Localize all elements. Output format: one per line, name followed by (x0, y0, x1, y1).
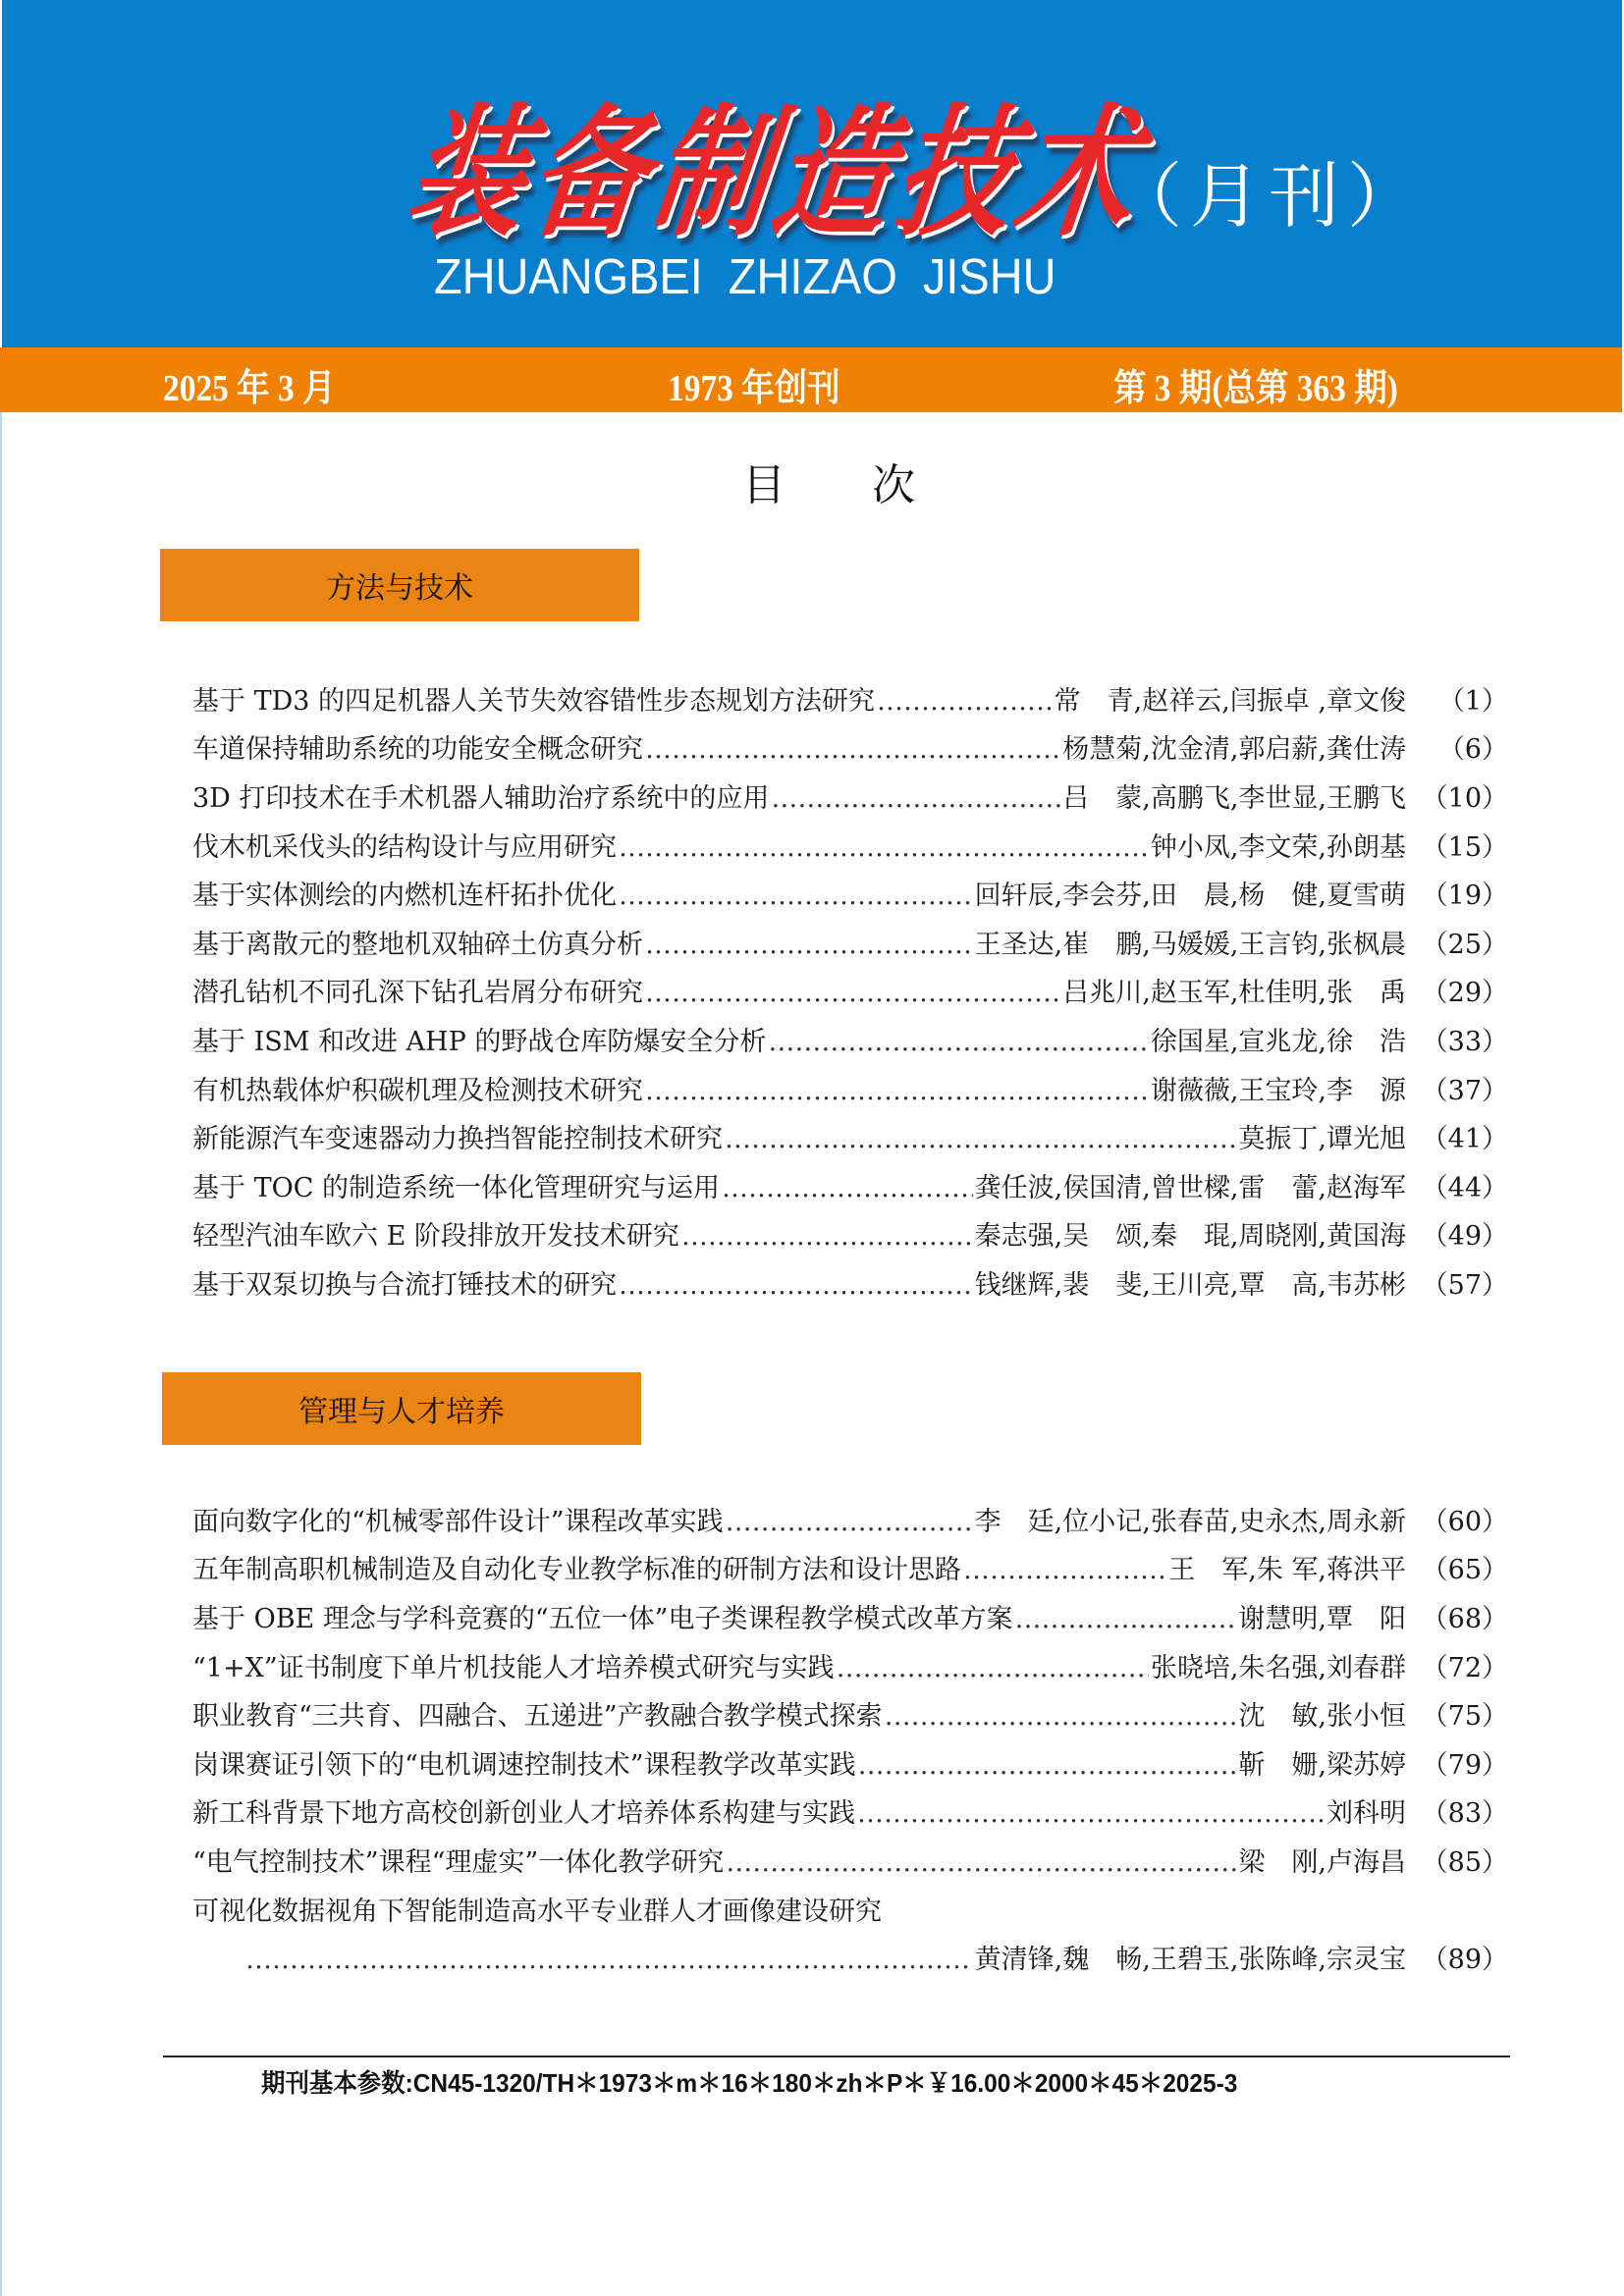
entry-title: 伐木机采伐头的结构设计与应用研究 (192, 831, 617, 863)
toc-entry[interactable] (192, 970, 1508, 1019)
entry-authors: 谢慧明,覃 阳 (1238, 1603, 1406, 1634)
entry-title: 新工科背景下地方高校创新创业人才培养体系构建与实践 (192, 1798, 855, 1830)
toc-entry[interactable] (192, 1547, 1508, 1596)
toc-entry[interactable] (192, 921, 1508, 970)
entry-title: 基于 ISM 和改进 AHP 的野战仓库防爆安全分析 (192, 1026, 767, 1057)
entry-title: 职业教育“三共育、四融合、五递进”产教融合教学模式探索 (192, 1701, 883, 1733)
dot-leader (877, 681, 1053, 722)
entry-page: （49） (1421, 1221, 1508, 1253)
entry-authors: 谢薇薇,王宝玲,李 源 (1150, 1075, 1406, 1106)
page-edge-line (0, 412, 2, 2296)
entry-page: （44） (1421, 1172, 1508, 1203)
toc-entry[interactable] (192, 1261, 1508, 1310)
dot-leader (725, 1119, 1236, 1160)
founded-year: 1973 年创刊 (668, 368, 840, 409)
dot-leader (885, 1696, 1237, 1737)
entry-authors: 张晓培,朱名强,刘春群 (1150, 1652, 1406, 1683)
toc-entry[interactable] (192, 1164, 1508, 1213)
journal-parameters: 期刊基本参数:CN45-1320/TH＊1973＊m＊16＊180＊zh＊P＊￥16.00＊2000＊45＊2025-3 (261, 2068, 1238, 2098)
entry-authors: 吕 蒙,高鹏飞,李世显,王鹏飞 (1062, 782, 1406, 814)
toc-list-management-talent (192, 1498, 1508, 1985)
journal-title: 装备制造技术 (398, 88, 1153, 256)
entry-authors: 常 青,赵祥云,闫振卓 ,章文俊 (1054, 685, 1406, 717)
entry-title: 五年制高职机械制造及自动化专业教学标准的研制方法和设计思路 (192, 1555, 961, 1586)
entry-title: 有机热载体炉积碳机理及检测技术研究 (192, 1075, 643, 1106)
entry-page: （68） (1421, 1603, 1508, 1634)
entry-page: （41） (1421, 1124, 1508, 1155)
entry-authors: 黄清锋,魏 畅,王碧玉,张陈峰,宗灵宝 (974, 1945, 1406, 1976)
dot-leader (645, 973, 1060, 1014)
entry-title: 可视化数据视角下智能制造高水平专业群人才画像建设研究 (192, 1896, 882, 1927)
entry-authors: 莫振丁,谭光旭 (1238, 1124, 1406, 1155)
section-label-management-talent: 管理与人才培养 (162, 1372, 641, 1445)
dot-leader (1014, 1599, 1236, 1640)
toc-entry[interactable] (192, 1644, 1508, 1693)
entry-page: （19） (1421, 881, 1508, 912)
entry-page: （75） (1421, 1701, 1508, 1733)
toc-entry[interactable] (192, 1692, 1508, 1741)
entry-title: 潜孔钻机不同孔深下钻孔岩屑分布研究 (192, 978, 643, 1009)
entry-title: 轻型汽油车欧六 E 阶段排放开发技术研究 (192, 1221, 679, 1253)
section-label-methods-technology: 方法与技术 (160, 549, 639, 621)
toc-entry[interactable] (192, 1790, 1508, 1840)
dot-leader (619, 876, 973, 917)
issue-number: 第 3 期(总第 363 期) (1113, 368, 1398, 409)
entry-authors: 沈 敏,张小恒 (1238, 1701, 1406, 1733)
entry-authors: 刘科明 (1326, 1798, 1406, 1830)
entry-authors: 钱继辉,裴 斐,王川亮,覃 高,韦苏彬 (974, 1269, 1406, 1301)
entry-page: （15） (1421, 831, 1508, 863)
entry-title: 面向数字化的“机械零部件设计”课程改革实践 (192, 1506, 724, 1537)
entry-title: 岗课赛证引领下的“电机调速控制技术”课程教学改革实践 (192, 1749, 856, 1781)
dot-leader (681, 1216, 973, 1257)
dot-leader (645, 925, 973, 966)
dot-leader (857, 1793, 1325, 1835)
dot-leader (858, 1745, 1237, 1787)
toc-entry[interactable] (192, 824, 1508, 873)
entry-page: （10） (1421, 782, 1508, 814)
entry-title: “电气控制技术”课程“理虚实”一体化教学研究 (192, 1846, 725, 1878)
dot-leader (645, 1071, 1149, 1112)
entry-title: 基于 TD3 的四足机器人关节失效容错性步态规划方法研究 (192, 685, 875, 717)
entry-authors: 秦志强,吴 颂,秦 琨,周晓刚,黄国海 (974, 1221, 1406, 1253)
toc-entry[interactable] (192, 1741, 1508, 1790)
toc-entry[interactable] (192, 726, 1508, 775)
toc-entry[interactable] (192, 677, 1508, 726)
entry-page: （65） (1421, 1555, 1508, 1586)
entry-authors: 徐国星,宣兆龙,徐 浩 (1150, 1026, 1406, 1057)
dot-leader (722, 1168, 973, 1209)
entry-page: （85） (1421, 1846, 1508, 1878)
toc-entry-wrapped-title[interactable] (192, 1888, 1508, 1937)
issue-date: 2025 年 3 月 (163, 368, 336, 409)
dot-leader (768, 1022, 1148, 1063)
issue-band (0, 347, 1622, 412)
dot-leader (726, 1502, 973, 1543)
entry-title: 3D 打印技术在手术机器人辅助治疗系统中的应用 (192, 782, 770, 814)
entry-title: 基于 TOC 的制造系统一体化管理研究与运用 (192, 1172, 720, 1203)
entry-page: （6） (1437, 734, 1508, 766)
entry-authors: 杨慧菊,沈金清,郭启薪,龚仕涛 (1062, 734, 1406, 766)
toc-entry[interactable] (192, 774, 1508, 824)
entry-title: 基于双泵切换与合流打锤技术的研究 (192, 1269, 617, 1301)
dot-leader (645, 729, 1060, 771)
journal-title-pinyin: ZHUANGBEI ZHIZAO JISHU (434, 248, 1056, 304)
footer-divider (163, 2056, 1510, 2057)
dot-leader (619, 828, 1149, 869)
dot-leader (619, 1265, 973, 1307)
toc-entry[interactable] (192, 872, 1508, 921)
toc-entry[interactable] (192, 1115, 1508, 1164)
toc-entry[interactable] (192, 1839, 1508, 1888)
entry-page: （57） (1421, 1269, 1508, 1301)
entry-title: 基于实体测绘的内燃机连杆拓扑优化 (192, 881, 617, 912)
entry-authors: 吕兆川,赵玉军,杜佳明,张 禹 (1062, 978, 1406, 1009)
dot-leader (771, 778, 1060, 820)
dot-leader (726, 1842, 1236, 1884)
entry-authors: 龚任波,侯国清,曾世樑,雷 蕾,赵海军 (974, 1172, 1406, 1203)
toc-entry[interactable] (192, 1067, 1508, 1116)
entry-page: （25） (1421, 929, 1508, 960)
entry-authors: 王圣达,崔 鹏,马媛媛,王言钧,张枫晨 (974, 929, 1406, 960)
dot-leader (837, 1648, 1149, 1689)
entry-authors: 梁 刚,卢海昌 (1238, 1846, 1406, 1878)
toc-entry[interactable] (192, 1498, 1508, 1547)
entry-authors: 钟小凤,李文荣,孙朗基 (1150, 831, 1406, 863)
toc-list-methods-technology (192, 677, 1508, 1310)
entry-page: （60） (1421, 1506, 1508, 1537)
toc-entry-wrapped-detail[interactable] (192, 1936, 1508, 1985)
dot-leader (963, 1550, 1166, 1591)
entry-title: 基于 OBE 理念与学科竞赛的“五位一体”电子类课程教学模式改革方案 (192, 1603, 1013, 1634)
journal-frequency: （月刊） (1111, 155, 1427, 238)
dot-leader (245, 1940, 973, 1981)
entry-page: （33） (1421, 1026, 1508, 1057)
toc-heading: 目次 (742, 460, 1001, 510)
entry-title: “1+X”证书制度下单片机技能人才培养模式研究与实践 (192, 1652, 835, 1683)
entry-authors: 靳 姗,梁苏婷 (1238, 1749, 1406, 1781)
entry-authors: 王 军,朱 军,蒋洪平 (1168, 1555, 1406, 1586)
entry-page: （37） (1421, 1075, 1508, 1106)
toc-entry[interactable] (192, 1595, 1508, 1644)
entry-authors: 李 廷,位小记,张春苗,史永杰,周永新 (974, 1506, 1406, 1537)
entry-title: 新能源汽车变速器动力换挡智能控制技术研究 (192, 1124, 723, 1155)
entry-title: 车道保持辅助系统的功能安全概念研究 (192, 734, 643, 766)
entry-authors: 回轩辰,李会芬,田 晨,杨 健,夏雪萌 (974, 881, 1406, 912)
entry-page: （83） (1421, 1798, 1508, 1830)
toc-entry[interactable] (192, 1018, 1508, 1067)
toc-entry[interactable] (192, 1213, 1508, 1262)
entry-title: 基于离散元的整地机双轴碎土仿真分析 (192, 929, 643, 960)
entry-page: （79） (1421, 1749, 1508, 1781)
masthead (2, 0, 1622, 347)
entry-page: （1） (1437, 685, 1508, 717)
entry-page: （89） (1421, 1945, 1508, 1976)
entry-page: （29） (1421, 978, 1508, 1009)
entry-page: （72） (1421, 1652, 1508, 1683)
